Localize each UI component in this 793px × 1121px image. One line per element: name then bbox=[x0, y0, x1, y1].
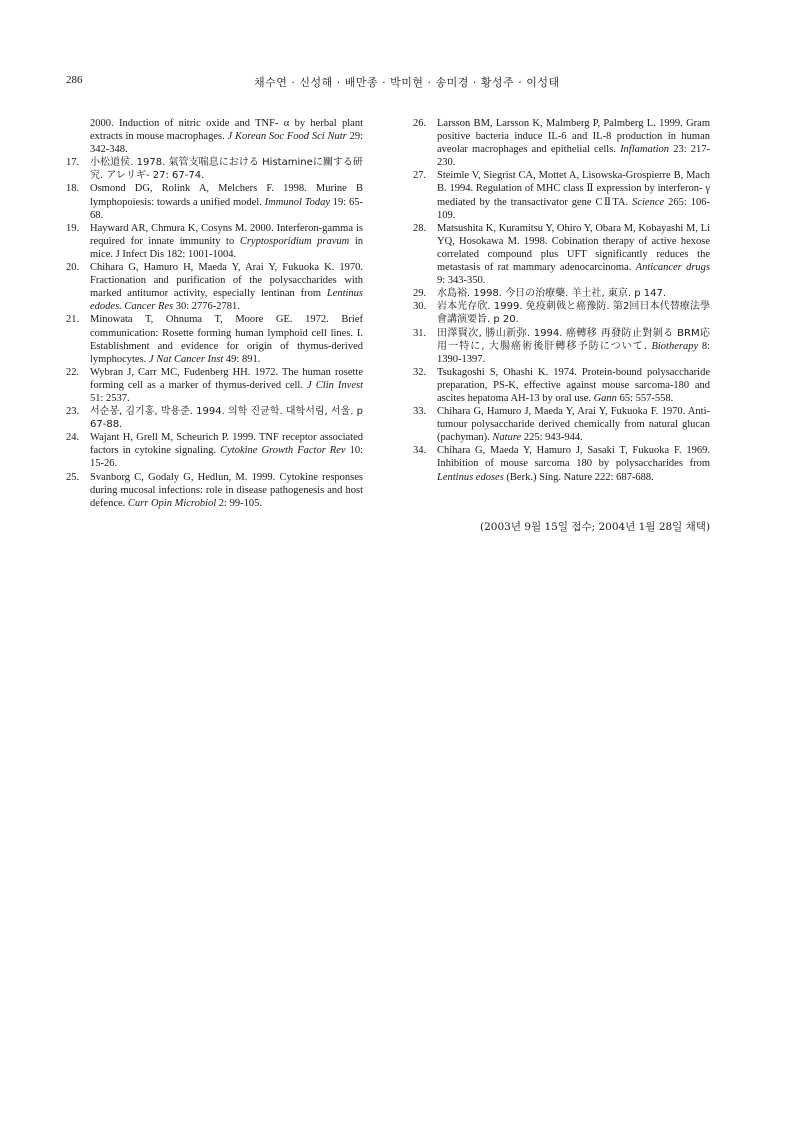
reference-journal: Anticancer drugs bbox=[635, 262, 710, 274]
reference-journal: J Clin Invest bbox=[307, 379, 363, 391]
reference-text: Chihara G, Hamuro J, Maeda Y, Arai Y, Fukuoka F. 1970. Anti-tumour polysaccharide derived chemically from natural glucan (pachyman). bbox=[437, 406, 710, 444]
reference-item bbox=[413, 169, 710, 221]
reference-text: 서순봉, 김기홍, 박용준. 1994. 의학 진균학. 대학서림, 서울. p 67-88. bbox=[90, 406, 363, 431]
reference-number: 32. bbox=[413, 366, 427, 378]
reference-item bbox=[413, 300, 710, 326]
reference-volume-pages: 29: 342-348. bbox=[90, 131, 363, 156]
reference-volume-pages: (Berk.) Sing. Nature 222: 687-688. bbox=[503, 471, 654, 483]
reference-number: 23. bbox=[66, 406, 80, 418]
references-left-column bbox=[66, 117, 363, 510]
reference-volume-pages: 10: 15-26. bbox=[90, 445, 363, 470]
reference-journal: Inflamation bbox=[620, 144, 670, 156]
received-accepted-note: (2003년 9월 15일 접수; 2004년 1월 28일 채택) bbox=[480, 521, 711, 533]
reference-number: 33. bbox=[413, 406, 427, 418]
reference-text: Chihara G, Maeda Y, Hamuro J, Sasaki T, Fukuoka F. 1969. Inhibition of mouse sarcoma 180 by polysaccharides from bbox=[437, 445, 710, 470]
reference-journal: Lentinus edoses bbox=[437, 471, 504, 483]
reference-text: Tsukagoshi S, Ohashi K. 1974. Protein-bound polysaccharide preparation, PS-K, effective against mouse sarcoma-180 and ascites hepatoma AH-13 by oral use. bbox=[437, 366, 710, 404]
reference-number: 31. bbox=[413, 327, 427, 339]
reference-item bbox=[413, 222, 710, 287]
reference-text: 岩本光存欣. 1999. 免疫刺戟と癌豫防. 第2回日本代替療法學會講演要旨. p 20. bbox=[437, 301, 710, 326]
reference-text: Minowata T, Ohnuma T, Moore GE. 1972. Brief communication: Rosette forming human lymphoid cell lines. I. Establishment and evidence for origin of thymus-derived lymphocytes. bbox=[90, 314, 363, 365]
reference-number: 34. bbox=[413, 445, 427, 457]
reference-text: Hayward AR, Chmura K, Cosyns M. 2000. Interferon-gamma is required for innate immunity to bbox=[90, 222, 363, 247]
reference-item bbox=[66, 261, 363, 313]
reference-item bbox=[66, 117, 363, 156]
reference-item bbox=[66, 156, 363, 182]
reference-item bbox=[66, 222, 363, 261]
reference-number: 19. bbox=[66, 222, 80, 234]
reference-journal: J Korean Soc Food Sci Nutr bbox=[227, 131, 347, 143]
reference-item bbox=[413, 405, 710, 444]
reference-volume-pages: 225: 943-944. bbox=[521, 432, 583, 444]
reference-journal: Biotherapy bbox=[651, 340, 699, 352]
reference-volume-pages: 2: 99-105. bbox=[216, 497, 262, 509]
reference-text: Wajant H, Grell M, Scheurich P. 1999. TNF receptor associated factors in cytokine signaling. bbox=[90, 432, 363, 457]
reference-item bbox=[413, 444, 710, 483]
reference-journal: Immunol Today bbox=[264, 196, 331, 208]
reference-number: 25. bbox=[66, 471, 80, 483]
reference-number: 27. bbox=[413, 170, 427, 182]
reference-text: Steimle V, Siegrist CA, Mottet A, Lisowska-Grospierre B, Mach B. 1994. Regulation of MHC class Ⅱ expression by interferon- γ mediated by the transactivator gene CⅡTA. bbox=[437, 170, 710, 208]
reference-volume-pages: 51: 2537. bbox=[90, 392, 130, 404]
reference-volume-pages: 23: 217-230. bbox=[437, 144, 710, 169]
reference-text: 水島裕. 1998. 今日の治療藥. 羊土社, 東京. p 147. bbox=[437, 288, 667, 300]
reference-text: Chihara G, Hamuro H, Maeda Y, Arai Y, Fukuoka K. 1970. Fractionation and purification of the polysaccharides with marked antitumor activity, especially lentinan from bbox=[90, 262, 363, 300]
reference-item bbox=[66, 182, 363, 221]
reference-item bbox=[66, 313, 363, 365]
reference-text: Osmond DG, Rolink A, Melchers F. 1998. Murine B lymphopoiesis: towards a unified model. bbox=[90, 183, 363, 208]
reference-number: 26. bbox=[413, 118, 427, 129]
reference-text: Larsson BM, Larsson K, Malmberg P, Palmberg L. 1999. Gram positive bacteria induce IL-6 and IL-8 production in human aveolar macrophages and epithelial cells. bbox=[437, 118, 710, 156]
reference-text: Svanborg C, Godaly G, Hedlun, M. 1999. Cytokine responses during mucosal infections: role in disease pathogenesis and host defence. bbox=[90, 471, 363, 509]
reference-volume-pages: 265: 106-109. bbox=[437, 196, 710, 221]
reference-number: 24. bbox=[66, 432, 80, 444]
reference-journal: Nature bbox=[492, 432, 522, 444]
reference-journal: Cytokine Growth Factor Rev bbox=[220, 445, 346, 457]
reference-item bbox=[66, 405, 363, 431]
reference-volume-pages: 9: 343-350. bbox=[437, 275, 486, 287]
reference-volume-pages: 65: 557-558. bbox=[616, 392, 674, 404]
reference-volume-pages: 49: 891. bbox=[223, 353, 261, 365]
reference-volume-pages: 30: 2776-2781. bbox=[173, 301, 240, 313]
reference-item bbox=[413, 366, 710, 405]
reference-number: 20. bbox=[66, 262, 80, 274]
reference-number: 21. bbox=[66, 314, 80, 326]
reference-item bbox=[413, 117, 710, 169]
reference-item bbox=[413, 327, 710, 366]
reference-journal: Science bbox=[632, 196, 665, 208]
reference-journal: Curr Opin Microbiol bbox=[127, 497, 217, 509]
references-right-column bbox=[413, 117, 710, 484]
reference-journal: Cryptosporidium pravum bbox=[239, 235, 350, 247]
reference-journal: Lentinus edodes. Cancer Res bbox=[90, 288, 363, 313]
reference-number: 17. bbox=[66, 157, 80, 169]
running-header bbox=[66, 74, 726, 94]
reference-number: 28. bbox=[413, 222, 427, 234]
reference-item bbox=[66, 471, 363, 510]
reference-volume-pages: 8: 1390-1397. bbox=[437, 340, 710, 365]
running-authors: 채수연 · 신성해 · 배만종 · 박미현 · 송미경 · 황성주 · 이성태 bbox=[254, 76, 560, 89]
reference-number: 18. bbox=[66, 183, 80, 195]
reference-item bbox=[66, 431, 363, 470]
reference-text: 小松道侯. 1978. 氣管支喘息における Histamineに關する研究. アレリギ- 27: 67-74. bbox=[90, 157, 363, 182]
reference-text: Matsushita K, Kuramitsu Y, Ohiro Y, Obara M, Kobayashi M, Li YQ, Hosokawa M. 1998. Cobination therapy of active hexose correlated compound plus UFT significantly reduces the metastasis of rat mammary adenocarcinoma. bbox=[437, 222, 710, 274]
reference-text: 2000. Induction of nitric oxide and TNF- α by herbal plant extracts in mouse macrophages. bbox=[90, 118, 363, 143]
reference-volume-pages: in mice. J Infect Dis 182: 1001-1004. bbox=[90, 235, 363, 260]
reference-number: 29. bbox=[413, 288, 427, 300]
reference-number: 30. bbox=[413, 301, 427, 313]
page-number: 286 bbox=[66, 74, 83, 86]
reference-journal: Gann bbox=[593, 392, 617, 404]
reference-item bbox=[66, 366, 363, 405]
reference-item bbox=[413, 287, 710, 300]
reference-journal: J Nat Cancer Inst bbox=[148, 353, 224, 365]
reference-volume-pages: 19: 65-68. bbox=[90, 196, 363, 221]
reference-text: Wybran J, Carr MC, Fudenberg HH. 1972. The human rosette forming cell as a marker of thymus-derived cell. bbox=[90, 366, 363, 391]
reference-text: 田澤賢次, 勝山新弥. 1994. 癌轉移 再發防止對剝る BRM応用一特に, 大腸癌術後肝轉移予防について. bbox=[437, 327, 710, 352]
reference-number: 22. bbox=[66, 366, 80, 378]
